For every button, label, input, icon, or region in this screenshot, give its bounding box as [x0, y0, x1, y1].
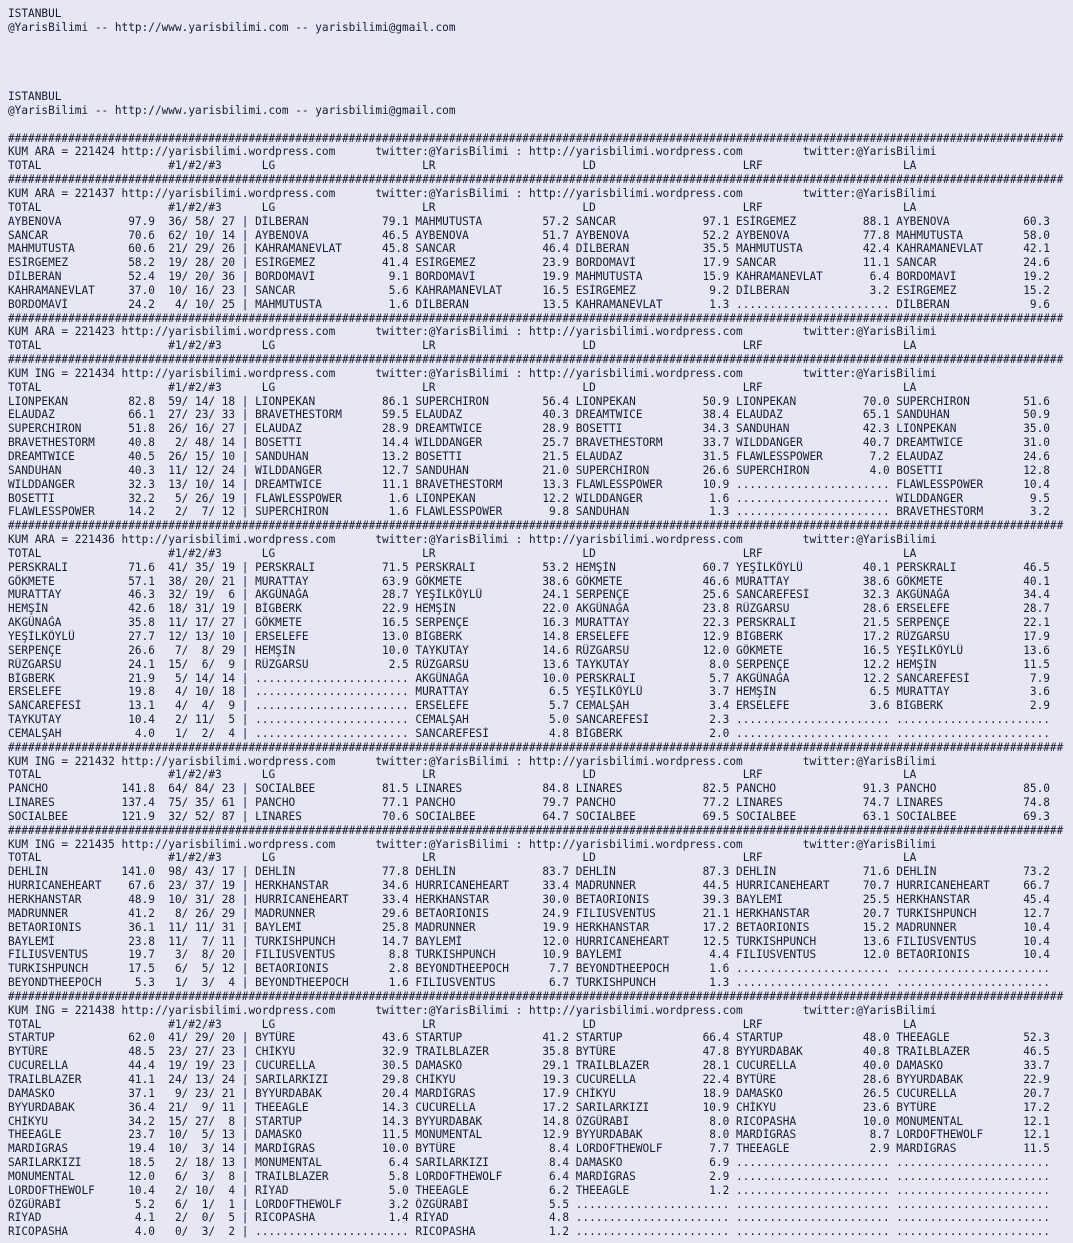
data-row: ESİRGEMEZ 58.2 19/ 28/ 20 | ESİRGEMEZ 41.4 ESİRGEMEZ 23.9 BORDOMAVİ 17.9 SANCAR 11.1 SANCAR 24.6 — [8, 256, 1050, 270]
data-row: SANCAREFESİ 13.1 4/ 4/ 9 | ....................... ERSELEFE 5.7 CEMALŞAH 3.4 ERSELEFE 3.6 BİGBERK 2.9 — [8, 699, 1050, 713]
data-row: BOSETTI 32.2 5/ 26/ 19 | FLAWLESSPOWER 1.6 LIONPEKAN 12.2 WILDDANGER 1.6 ....................... WILDDANGER 9.5 — [8, 491, 1050, 505]
section-source-line: KUM ARA = 221424 http://yarisbilimi.wordpress.com twitter:@YarisBilimi : http://yarisbilimi.wordpress.com twitter:@YarisBilimi — [8, 145, 937, 159]
blank-line — [8, 35, 1073, 49]
blank-line — [8, 62, 1073, 76]
report-title: ISTANBUL — [8, 90, 62, 104]
data-row: HURRICANEHEART 67.6 23/ 37/ 19 | HERKHANSTAR 34.6 HURRICANEHEART 33.4 MADRUNNER 44.5 HURRICANEHEART 70.7 HURRICANEHEART 66.7 — [8, 879, 1050, 893]
data-row: SANDUHAN 40.3 11/ 12/ 24 | WILDDANGER 12.7 SANDUHAN 21.0 SUPERCHIRON 26.6 SUPERCHIRON 4.0 BOSETTI 12.8 — [8, 463, 1050, 477]
data-row: RICOPASHA 4.0 0/ 3/ 2 | ....................... RICOPASHA 1.2 ....................... ....................... ....................... — [8, 1225, 1050, 1239]
data-row: ERSELEFE 19.8 4/ 10/ 18 | ....................... MURATTAY 6.5 YEŞİLKÖYLÜ 3.7 HEMŞİN 6.5 MURATTAY 3.6 — [8, 685, 1050, 699]
section-source-line: KUM ING = 221434 http://yarisbilimi.wordpress.com twitter:@YarisBilimi : http://yarisbilimi.wordpress.com twitter:@YarisBilimi — [8, 366, 937, 380]
section-source-line: KUM ARA = 221423 http://yarisbilimi.wordpress.com twitter:@YarisBilimi : http://yarisbilimi.wordpress.com twitter:@YarisBilimi — [8, 325, 937, 339]
column-header-line: TOTAL #1/#2/#3 LG LR LD LRF LA — [8, 546, 917, 560]
data-row: TURKISHPUNCH 17.5 6/ 5/ 12 | BETAORIONIS 2.8 BEYONDTHEEPOCH 7.7 BEYONDTHEEPOCH 1.6 ....................... ....................... — [8, 962, 1050, 976]
data-row: BEYONDTHEEPOCH 5.3 1/ 3/ 4 | BEYONDTHEEPOCH 1.6 FILIUSVENTUS 6.7 TURKISHPUNCH 1.3 ....................... ....................... — [8, 976, 1050, 990]
data-row: GÖKMETE 57.1 38/ 20/ 21 | MURATTAY 63.9 GÖKMETE 38.6 GÖKMETE 46.6 MURATTAY 38.6 GÖKMETE 40.1 — [8, 574, 1050, 588]
data-row: AKGÜNAĞA 35.8 11/ 17/ 27 | GÖKMETE 16.5 SERPENÇE 16.3 MURATTAY 22.3 PERSKRALI 21.5 SERPENÇE 22.1 — [8, 616, 1050, 630]
data-row: CEMALŞAH 4.0 1/ 2/ 4 | ....................... SANCAREFESİ 4.8 BİGBERK 2.0 ....................... ....................... — [8, 726, 1050, 740]
data-row: THEEAGLE 23.7 10/ 5/ 13 | DAMASKO 11.5 MONUMENTAL 12.9 BYYURDABAK 8.0 MARDİGRAS 8.7 LORDOFTHEWOLF 12.1 — [8, 1128, 1050, 1142]
separator-line: ############################################################################################################################################################## — [8, 353, 1064, 367]
data-row: STARTUP 62.0 41/ 29/ 20 | BYTÜRE 43.6 STARTUP 41.2 STARTUP 66.4 STARTUP 48.0 THEEAGLE 52.3 — [8, 1031, 1050, 1045]
data-row: CUCURELLA 44.4 19/ 19/ 23 | CUCURELLA 30.5 DAMASKO 29.1 TRAILBLAZER 28.1 CUCURELLA 40.0 DAMASKO 33.7 — [8, 1059, 1050, 1073]
data-row: KAHRAMANEVLAT 37.0 10/ 16/ 23 | SANCAR 5.6 KAHRAMANEVLAT 16.5 ESİRGEMEZ 9.2 DİLBERAN 3.2 ESİRGEMEZ 15.2 — [8, 283, 1050, 297]
column-header-line: TOTAL #1/#2/#3 LG LR LD LRF LA — [8, 339, 917, 353]
report-title: ISTANBUL — [8, 7, 62, 20]
data-row: BORDOMAVİ 24.2 4/ 10/ 25 | MAHMUTUSTA 1.6 DİLBERAN 13.5 KAHRAMANEVLAT 1.3 ....................... DİLBERAN 9.6 — [8, 297, 1050, 311]
data-row: BAYLEMİ 23.8 11/ 7/ 11 | TURKISHPUNCH 14.7 BAYLEMİ 12.0 HURRICANEHEART 12.5 TURKISHPUNCH 13.6 FILIUSVENTUS 10.4 — [8, 934, 1050, 948]
data-row: LORDOFTHEWOLF 10.4 2/ 10/ 4 | RİYAD 5.0 THEEAGLE 6.2 THEEAGLE 1.2 ....................... ....................... — [8, 1183, 1050, 1197]
data-row: ÖZGÜRABİ 5.2 6/ 1/ 1 | LORDOFTHEWOLF 3.2 ÖZGÜRABİ 5.5 ....................... ....................... ....................... — [8, 1197, 1050, 1211]
data-row: PANCHO 141.8 64/ 84/ 23 | SOCIALBEE 81.5 LINARES 84.8 LINARES 82.5 PANCHO 91.3 PANCHO 85.0 — [8, 782, 1050, 796]
data-row: BYYURDABAK 36.4 21/ 9/ 11 | THEEAGLE 14.3 CUCURELLA 17.2 SARILARKIZI 10.9 CHİKYU 23.6 BYTÜRE 17.2 — [8, 1100, 1050, 1114]
data-row: AYBENOVA 97.9 36/ 58/ 27 | DİLBERAN 79.1 MAHMUTUSTA 57.2 SANCAR 97.1 ESİRGEMEZ 88.1 AYBENOVA 60.3 — [8, 214, 1050, 228]
data-row: PERSKRALI 71.6 41/ 35/ 19 | PERSKRALI 71.5 PERSKRALI 53.2 HEMŞİN 60.7 YEŞİLKÖYLÜ 40.1 PERSKRALI 46.5 — [8, 560, 1050, 574]
section-source-line: KUM ING = 221435 http://yarisbilimi.wordpress.com twitter:@YarisBilimi : http://yarisbilimi.wordpress.com twitter:@YarisBilimi — [8, 837, 937, 851]
data-row: ELAUDAZ 66.1 27/ 23/ 33 | BRAVETHESTORM 59.5 ELAUDAZ 40.3 DREAMTWICE 38.4 ELAUDAZ 65.1 SANDUHAN 50.9 — [8, 408, 1050, 422]
data-row: BİGBERK 21.9 5/ 14/ 14 | ....................... AKGÜNAĞA 10.0 PERSKRALI 5.7 AKGÜNAĞA 12.2 SANCAREFESİ 7.9 — [8, 671, 1050, 685]
data-row: MADRUNNER 41.2 8/ 26/ 29 | MADRUNNER 29.6 BETAORIONIS 24.9 FILIUSVENTUS 21.1 HERKHANSTAR 20.7 TURKISHPUNCH 12.7 — [8, 906, 1050, 920]
data-row: HEMŞİN 42.6 18/ 31/ 19 | BİGBERK 22.9 HEMŞİN 22.0 AKGÜNAĞA 23.8 RÜZGARSU 28.6 ERSELEFE 28.7 — [8, 602, 1050, 616]
data-row: DEHLİN 141.0 98/ 43/ 17 | DEHLİN 77.8 DEHLİN 83.7 DEHLİN 87.3 DEHLİN 71.6 DEHLİN 73.2 — [8, 865, 1050, 879]
data-row: BRAVETHESTORM 40.8 2/ 48/ 14 | BOSETTI 14.4 WILDDANGER 25.7 BRAVETHESTORM 33.7 WILDDANGER 40.7 DREAMTWICE 31.0 — [8, 436, 1050, 450]
data-row: CHİKYU 34.2 15/ 27/ 8 | STARTUP 14.3 BYYURDABAK 14.8 ÖZGÜRABİ 8.0 RICOPASHA 10.0 MONUMENTAL 12.1 — [8, 1114, 1050, 1128]
data-row: LIONPEKAN 82.8 59/ 14/ 18 | LIONPEKAN 86.1 SUPERCHIRON 56.4 LIONPEKAN 50.9 LIONPEKAN 70.0 SUPERCHIRON 51.6 — [8, 394, 1050, 408]
section-source-line: KUM ING = 221438 http://yarisbilimi.wordpress.com twitter:@YarisBilimi : http://yarisbilimi.wordpress.com twitter:@YarisBilimi — [8, 1003, 937, 1017]
section-source-line: KUM ARA = 221437 http://yarisbilimi.wordpress.com twitter:@YarisBilimi : http://yarisbilimi.wordpress.com twitter:@YarisBilimi — [8, 186, 937, 200]
data-row: SOCIALBEE 121.9 32/ 52/ 87 | LINARES 70.6 SOCIALBEE 64.7 SOCIALBEE 69.5 SOCIALBEE 63.1 SOCIALBEE 69.3 — [8, 809, 1050, 823]
separator-line: ############################################################################################################################################################## — [8, 311, 1064, 325]
column-header-line: TOTAL #1/#2/#3 LG LR LD LRF LA — [8, 1017, 917, 1031]
report-byline: @YarisBilimi -- http://www.yarisbilimi.com -- yarisbilimi@gmail.com — [8, 103, 456, 117]
data-row: TRAILBLAZER 41.1 24/ 13/ 24 | SARILARKIZI 29.8 CHİKYU 19.3 CUCURELLA 22.4 BYTÜRE 28.6 BYYURDABAK 22.9 — [8, 1072, 1050, 1086]
data-row: YEŞİLKÖYLÜ 27.7 12/ 13/ 10 | ERSELEFE 13.0 BİGBERK 14.8 ERSELEFE 12.9 BİGBERK 17.2 RÜZGARSU 17.9 — [8, 629, 1050, 643]
separator-line: ############################################################################################################################################################## — [8, 989, 1064, 1003]
section-source-line: KUM ARA = 221436 http://yarisbilimi.wordpress.com twitter:@YarisBilimi : http://yarisbilimi.wordpress.com twitter:@YarisBilimi — [8, 533, 937, 547]
blank-line — [8, 118, 1073, 132]
data-row: SUPERCHIRON 51.8 26/ 16/ 27 | ELAUDAZ 28.9 DREAMTWICE 28.9 BOSETTI 34.3 SANDUHAN 42.3 LIONPEKAN 35.0 — [8, 422, 1050, 436]
data-row: MURATTAY 46.3 32/ 19/ 6 | AKGÜNAĞA 28.7 YEŞİLKÖYLÜ 24.1 SERPENÇE 25.6 SANCAREFESİ 32.3 AKGÜNAĞA 34.4 — [8, 588, 1050, 602]
separator-line: ############################################################################################################################################################## — [8, 173, 1064, 187]
data-row: DİLBERAN 52.4 19/ 20/ 36 | BORDOMAVİ 9.1 BORDOMAVİ 19.9 MAHMUTUSTA 15.9 KAHRAMANEVLAT 6.4 BORDOMAVİ 19.2 — [8, 270, 1050, 284]
data-row: BETAORIONIS 36.1 11/ 11/ 31 | BAYLEMİ 25.8 MADRUNNER 19.9 HERKHANSTAR 17.2 BETAORIONIS 15.2 MADRUNNER 10.4 — [8, 920, 1050, 934]
data-row: MONUMENTAL 12.0 6/ 3/ 8 | TRAILBLAZER 5.8 LORDOFTHEWOLF 6.4 MARDİGRAS 2.9 ....................... ....................... — [8, 1169, 1050, 1183]
column-header-line: TOTAL #1/#2/#3 LG LR LD LRF LA — [8, 159, 917, 173]
column-header-line: TOTAL #1/#2/#3 LG LR LD LRF LA — [8, 380, 917, 394]
data-row: RİYAD 4.1 2/ 0/ 5 | RICOPASHA 1.4 RİYAD 4.8 ....................... ....................... ....................... — [8, 1211, 1050, 1225]
report-byline: @YarisBilimi -- http://www.yarisbilimi.com -- yarisbilimi@gmail.com — [8, 20, 456, 34]
column-header-line: TOTAL #1/#2/#3 LG LR LD LRF LA — [8, 768, 917, 782]
blank-line — [8, 49, 1073, 63]
data-row: DREAMTWICE 40.5 26/ 15/ 10 | SANDUHAN 13.2 BOSETTI 21.5 ELAUDAZ 31.5 FLAWLESSPOWER 7.2 ELAUDAZ 24.6 — [8, 450, 1050, 463]
data-row: FILIUSVENTUS 19.7 3/ 8/ 20 | FILIUSVENTUS 8.8 TURKISHPUNCH 10.9 BAYLEMİ 4.4 FILIUSVENTUS 12.0 BETAORIONIS 10.4 — [8, 948, 1050, 962]
data-row: TAYKUTAY 10.4 2/ 11/ 5 | ....................... CEMALŞAH 5.0 SANCAREFESİ 2.3 ....................... ....................... — [8, 713, 1050, 727]
data-row: SERPENÇE 26.6 7/ 8/ 29 | HEMŞİN 10.0 TAYKUTAY 14.6 RÜZGARSU 12.0 GÖKMETE 16.5 YEŞİLKÖYLÜ 13.6 — [8, 643, 1050, 657]
column-header-line: TOTAL #1/#2/#3 LG LR LD LRF LA — [8, 851, 917, 865]
data-row: DAMASKO 37.1 9/ 23/ 21 | BYYURDABAK 20.4 MARDİGRAS 17.9 CHİKYU 18.9 DAMASKO 26.5 CUCURELLA 20.7 — [8, 1086, 1050, 1100]
data-row: HERKHANSTAR 48.9 10/ 31/ 28 | HURRICANEHEART 33.4 HERKHANSTAR 30.0 BETAORIONIS 39.3 BAYLEMİ 25.5 HERKHANSTAR 45.4 — [8, 893, 1050, 906]
report-body — [8, 132, 1073, 1240]
section-source-line: KUM ING = 221432 http://yarisbilimi.wordpress.com twitter:@YarisBilimi : http://yarisbilimi.wordpress.com twitter:@YarisBilimi — [8, 754, 937, 768]
data-row: SANCAR 70.6 62/ 10/ 14 | AYBENOVA 46.5 AYBENOVA 51.7 AYBENOVA 52.2 AYBENOVA 77.8 MAHMUTUSTA 58.0 — [8, 228, 1050, 242]
data-row: MAHMUTUSTA 60.6 21/ 29/ 26 | KAHRAMANEVLAT 45.8 SANCAR 46.4 DİLBERAN 35.5 MAHMUTUSTA 42.4 KAHRAMANEVLAT 42.1 — [8, 242, 1050, 256]
data-row: RÜZGARSU 24.1 15/ 6/ 9 | RÜZGARSU 2.5 RÜZGARSU 13.6 TAYKUTAY 8.0 SERPENÇE 12.2 HEMŞİN 11.5 — [8, 657, 1050, 671]
data-row: MARDİGRAS 19.4 10/ 3/ 14 | MARDİGRAS 10.0 BYTÜRE 8.4 LORDOFTHEWOLF 7.7 THEEAGLE 2.9 MARDİGRAS 11.5 — [8, 1142, 1050, 1156]
data-row: SARILARKIZI 18.5 2/ 18/ 13 | MONUMENTAL 6.4 SARILARKIZI 8.4 DAMASKO 6.9 ....................... ....................... — [8, 1156, 1050, 1170]
blank-line — [8, 76, 1073, 90]
separator-line: ############################################################################################################################################################## — [8, 519, 1064, 533]
separator-line: ############################################################################################################################################################## — [8, 131, 1064, 145]
data-row: FLAWLESSPOWER 14.2 2/ 7/ 12 | SUPERCHIRON 1.6 FLAWLESSPOWER 9.8 SANDUHAN 1.3 ....................... BRAVETHESTORM 3.2 — [8, 505, 1050, 519]
separator-line: ############################################################################################################################################################## — [8, 823, 1064, 837]
separator-line: ############################################################################################################################################################## — [8, 740, 1064, 754]
data-row: WILDDANGER 32.3 13/ 10/ 14 | DREAMTWICE 11.1 BRAVETHESTORM 13.3 FLAWLESSPOWER 10.9 ....................... FLAWLESSPOWER 10.4 — [8, 477, 1050, 491]
data-row: BYTÜRE 48.5 23/ 27/ 23 | CHİKYU 32.9 TRAILBLAZER 35.8 BYTÜRE 47.8 BYYURDABAK 40.8 TRAILBLAZER 46.5 — [8, 1045, 1050, 1059]
data-row: LINARES 137.4 75/ 35/ 61 | PANCHO 77.1 PANCHO 79.7 PANCHO 77.2 LINARES 74.7 LINARES 74.8 — [8, 796, 1050, 810]
column-header-line: TOTAL #1/#2/#3 LG LR LD LRF LA — [8, 200, 917, 214]
